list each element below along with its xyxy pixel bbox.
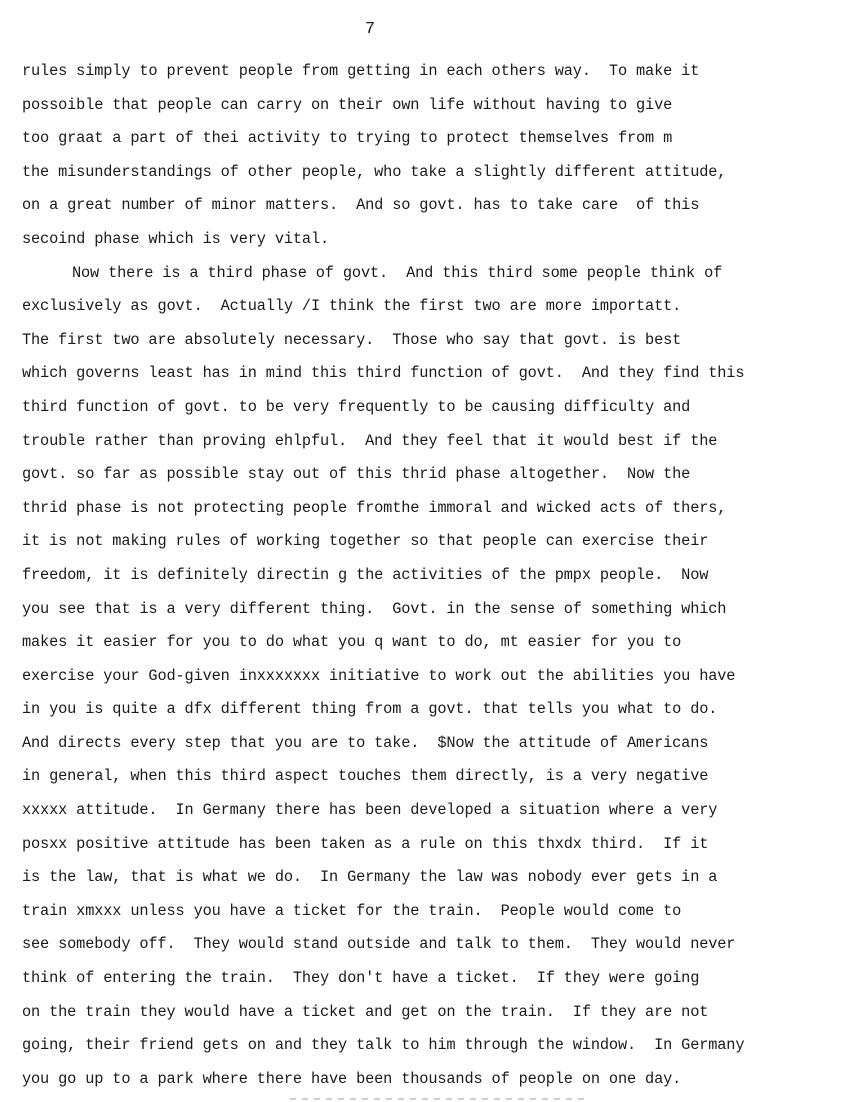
text-line: you go up to a park where there have been thousands of people on one day. [22,1069,682,1088]
text-line: exclusively as govt. Actually /I think the first two are more importatt. [22,297,682,316]
text-line: see somebody off. They would stand outside and talk to them. They would never [22,935,736,954]
text-line: you see that is a very different thing. Govt. in the sense of something which [22,599,727,618]
page-number: 7 [364,20,376,39]
text-line: xxxxx attitude. In Germany there has been developed a situation where a very [22,801,718,820]
text-line: third function of govt. to be very frequently to be causing difficulty and [22,397,691,416]
text-line: the misunderstandings of other people, who take a slightly different attitude, [22,162,727,181]
text-line: on the train they would have a ticket and get on the train. If they are not [22,1002,709,1021]
text-line: rules simply to prevent people from getting in each others way. To make it [22,62,700,80]
text-line: posxx positive attitude has been taken as a rule on this thxdx third. If it [22,834,709,853]
text-line: on a great number of minor matters. And so govt. has to take care of this [22,196,700,215]
text-line: govt. so far as possible stay out of this thrid phase altogether. Now the [22,465,691,484]
text-line: think of entering the train. They don't have a ticket. If they were going [22,969,700,988]
text-line: secoind phase which is very vital. [22,229,330,248]
text-line: going, their friend gets on and they talk to him through the window. In Germany [22,1036,745,1055]
text-line: train xmxxx unless you have a ticket for the train. People would come to [22,901,682,920]
text-line: possoible that people can carry on their own life without having to give [22,95,673,114]
text-line: it is not making rules of working together so that people can exercise their [22,532,709,551]
paragraph-start-line: Now there is a third phase of govt. And this third some people think of [72,263,723,282]
text-line: exercise your God-given inxxxxxxx initiative to work out the abilities you have [22,666,736,685]
page-edge-mark [290,1098,590,1100]
text-line: is the law, that is what we do. In Germany the law was nobody ever gets in a [22,868,718,887]
text-line: The first two are absolutely necessary. Those who say that govt. is best [22,330,682,349]
text-line: thrid phase is not protecting people fromthe immoral and wicked acts of thers, [22,498,727,517]
text-line: And directs every step that you are to take. $Now the attitude of Americans [22,733,709,752]
text-line: which governs least has in mind this third function of govt. And they find this [22,364,745,383]
text-line: makes it easier for you to do what you q want to do, mt easier for you to [22,633,682,652]
text-line: freedom, it is definitely directin g the activities of the pmpx people. Now [22,565,709,584]
body-text [22,55,832,1096]
text-line: in you is quite a dfx different thing from a govt. that tells you what to do. [22,700,718,719]
text-line: too graat a part of thei activity to trying to protect themselves from m [22,129,673,148]
text-line: trouble rather than proving ehlpful. And they feel that it would best if the [22,431,718,450]
text-line: in general, when this third aspect touches them directly, is a very negative [22,767,709,786]
